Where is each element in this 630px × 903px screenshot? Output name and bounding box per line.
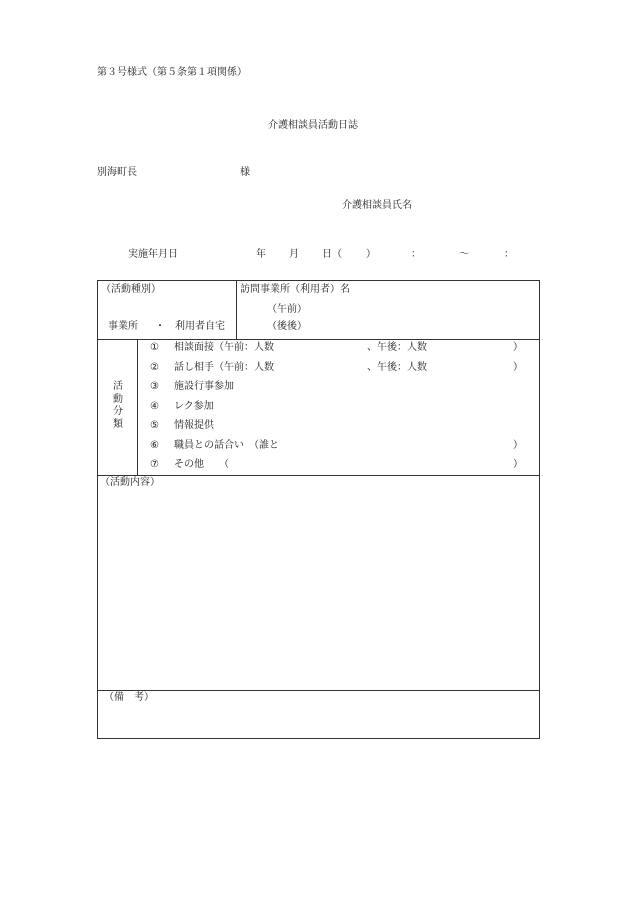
honorific: 様	[240, 167, 250, 178]
table-divider	[97, 690, 540, 691]
category-close: ）	[513, 459, 523, 470]
category-number: ③	[150, 381, 159, 392]
category-number: ④	[150, 401, 159, 412]
activity-content-label: （活動内容）	[100, 477, 160, 488]
category-staff-talk: 職員との話合い （誰と	[174, 440, 279, 451]
day-label: 日（	[322, 249, 342, 260]
category-number: ①	[150, 342, 159, 353]
category-facility-event: 施設行事参加	[174, 381, 234, 392]
form-number: 第３号様式（第５条第１項関係）	[97, 67, 247, 78]
counselor-name-label: 介護相談員氏名	[342, 200, 412, 211]
document-title: 介護相談員活動日誌	[268, 120, 358, 131]
remarks-label: （備 考）	[104, 692, 154, 703]
category-consultation: 相談面接（午前：人数	[174, 342, 274, 353]
category-number: ⑤	[150, 420, 159, 431]
option-home: 利用者自宅	[175, 321, 225, 332]
category-afternoon-count: 、午後：人数	[367, 362, 427, 373]
activity-category-label: 活 動 分 類	[113, 381, 123, 430]
option-office: 事業所	[108, 321, 138, 332]
category-information: 情報提供	[174, 420, 214, 431]
category-number: ⑥	[150, 440, 159, 451]
date-label: 実施年月日	[128, 249, 178, 260]
table-divider	[97, 339, 540, 340]
time-colon-start: ：	[411, 249, 421, 260]
visit-name-label: 訪問事業所（利用者）名	[240, 284, 350, 295]
activity-type-label: （活動種別）	[101, 284, 161, 295]
afternoon-label: （後後）	[267, 321, 307, 332]
category-close: ）	[513, 440, 523, 451]
category-afternoon-count: 、午後：人数	[367, 342, 427, 353]
category-other: その他 （	[174, 459, 229, 470]
table-divider	[236, 280, 237, 339]
table-divider	[137, 339, 138, 475]
category-close: ）	[513, 362, 523, 373]
category-close: ）	[513, 342, 523, 353]
morning-label: （午前）	[267, 304, 307, 315]
time-colon-end: ：	[504, 249, 514, 260]
day-close: ）	[366, 249, 376, 260]
category-recreation: レク参加	[174, 401, 214, 412]
year-label: 年	[256, 249, 266, 260]
table-divider	[97, 475, 540, 476]
time-range-tilde: 〜	[459, 249, 469, 260]
activity-log-table	[97, 280, 540, 739]
category-conversation: 話し相手（午前：人数	[174, 362, 274, 373]
category-number: ⑦	[150, 459, 159, 470]
option-separator: ・	[155, 321, 165, 332]
month-label: 月	[289, 249, 299, 260]
recipient: 別海町長	[97, 167, 137, 178]
category-number: ②	[150, 362, 159, 373]
